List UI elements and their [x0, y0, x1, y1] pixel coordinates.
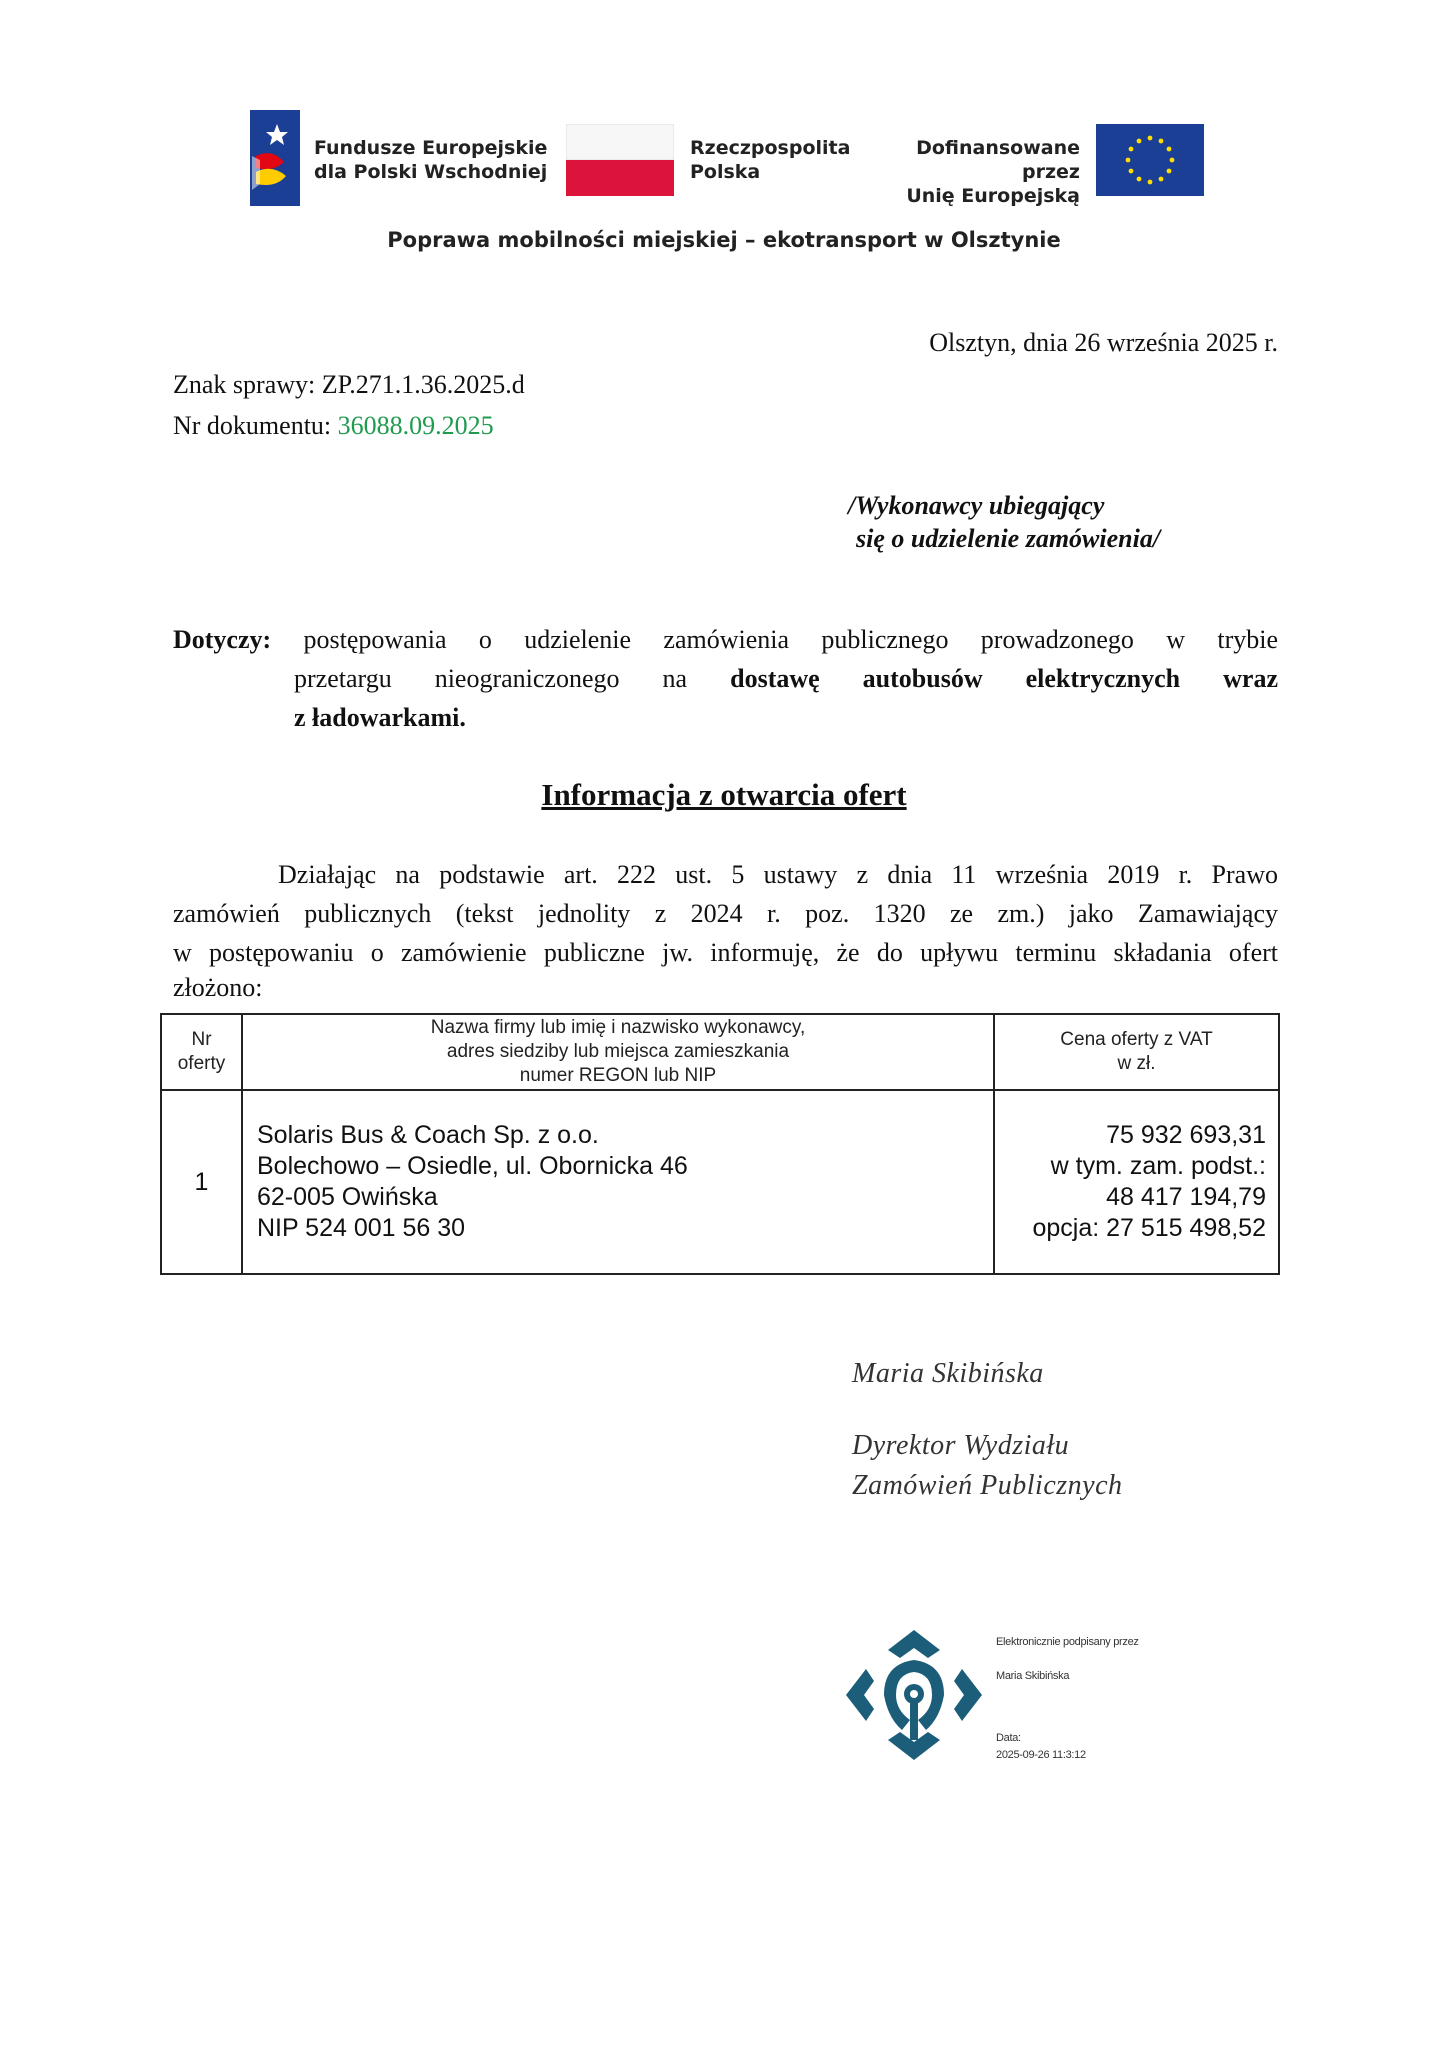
eu-logo-line1: Dofinansowane przez [916, 137, 1080, 183]
contractor-name: Solaris Bus & Coach Sp. z o.o. [257, 1121, 599, 1149]
document-number [173, 406, 773, 445]
subject-line2 [294, 659, 1278, 698]
subject-text-1: postępowania o udzielenie zamówienia publicznego prowadzonego w trybie [303, 625, 1278, 654]
row-contractor [242, 1090, 994, 1274]
paragraph-line1: Działając na podstawie art. 222 ust. 5 ustawy z dnia 11 września 2019 r. Prawo [278, 860, 1278, 889]
offers-table-header [161, 1014, 1279, 1090]
price-option: opcja: 27 515 498,52 [1032, 1214, 1266, 1242]
project-title: Poprawa mobilności miejskiej – ekotransport w Olsztynie [387, 228, 1061, 252]
addressee [848, 486, 1288, 558]
row-nr: 1 [161, 1090, 242, 1274]
document-number-value: 36088.09.2025 [337, 411, 494, 440]
paragraph-line4: złożono: [173, 973, 263, 1002]
fe-logo-line1: Fundusze Europejskie [314, 137, 548, 159]
addressee-line1: /Wykonawcy ubiegający [848, 491, 1105, 520]
header-price-line2: w zł. [1117, 1053, 1156, 1074]
esignature-date-value: 2025-09-26 11:3:12 [996, 1749, 1086, 1761]
subject-line3 [294, 698, 1278, 737]
contractor-postal: 62-005 Owińska [257, 1183, 438, 1211]
rp-logo-text [690, 136, 870, 184]
fe-logo-line2: dla Polski Wschodniej [314, 161, 548, 183]
header-name-line1: Nazwa firmy lub imię i nazwisko wykonawcy, [430, 1017, 806, 1038]
esignature-date-label: Data: [996, 1732, 1021, 1744]
price-basic: 48 417 194,79 [1106, 1183, 1266, 1211]
polish-flag-icon [566, 124, 674, 196]
table-row [161, 1090, 1279, 1274]
esignature-signed-by-label: Elektronicznie podpisany przez [996, 1636, 1139, 1648]
place-date: Olsztyn, dnia 26 września 2025 r. [929, 328, 1278, 357]
rp-logo-line1: Rzeczpospolita [690, 137, 851, 159]
subject-block [173, 620, 1278, 737]
paragraph-line2: zamówień publicznych (tekst jednolity z 2024 r. poz. 1320 ze zm.) jako Zamawiający [173, 899, 1278, 928]
row-price [994, 1090, 1279, 1274]
header-price-line1: Cena oferty z VAT [1060, 1029, 1213, 1050]
signatory-title [852, 1426, 1123, 1506]
header-name-line3: numer REGON lub NIP [519, 1065, 717, 1086]
header-price [994, 1014, 1279, 1090]
header-nr-line1: Nr [191, 1029, 212, 1050]
fe-star-logo-icon [250, 110, 300, 206]
contractor-nip: NIP 524 001 56 30 [257, 1214, 466, 1242]
header-logos [0, 100, 1448, 210]
header-nr-line2: oferty [177, 1053, 226, 1074]
esignature-details [996, 1636, 1196, 1761]
paragraph-line3: w postępowaniu o zamówienie publiczne jw. informuję, że do upływu terminu składania ofert [173, 938, 1278, 967]
addressee-line2: się o udzielenie zamówienia/ [856, 524, 1161, 553]
document-number-label: Nr dokumentu: [173, 411, 338, 440]
signatory-title-line1: Dyrektor Wydziału [852, 1430, 1070, 1461]
eu-flag-icon [1096, 124, 1204, 196]
document-heading: Informacja z otwarcia ofert [541, 777, 907, 812]
contractor-address: Bolechowo – Osiedle, ul. Obornicka 46 [257, 1152, 688, 1180]
eu-logo-line2: Unię Europejską [906, 185, 1080, 207]
subject-line1 [173, 620, 1278, 659]
fe-logo-text [314, 136, 554, 184]
header-name [242, 1014, 994, 1090]
price-basic-label: w tym. zam. podst.: [1050, 1152, 1266, 1180]
header-name-line2: adres siedziby lub miejsca zamieszkania [446, 1041, 790, 1062]
subject-text-2: przetargu nieograniczonego na [294, 664, 688, 693]
offers-table [160, 1013, 1280, 1275]
signatory-title-line2: Zamówień Publicznych [852, 1470, 1123, 1501]
price-total: 75 932 693,31 [1106, 1121, 1266, 1149]
esignature-signer: Maria Skibińska [996, 1670, 1070, 1682]
header-nr [161, 1014, 242, 1090]
case-number: Znak sprawy: ZP.271.1.36.2025.d [173, 370, 525, 399]
signatory-name: Maria Skibińska [852, 1358, 1044, 1389]
esignature-emblem-icon [844, 1628, 984, 1762]
subject-text-3-bold: z ładowarkami. [294, 703, 466, 732]
subject-label: Dotyczy: [173, 625, 272, 654]
rp-logo-line2: Polska [690, 161, 761, 183]
subject-text-2-bold: dostawę autobusów elektrycznych wraz [730, 664, 1279, 693]
intro-paragraph [173, 855, 1278, 1007]
eu-logo-text [860, 136, 1080, 208]
